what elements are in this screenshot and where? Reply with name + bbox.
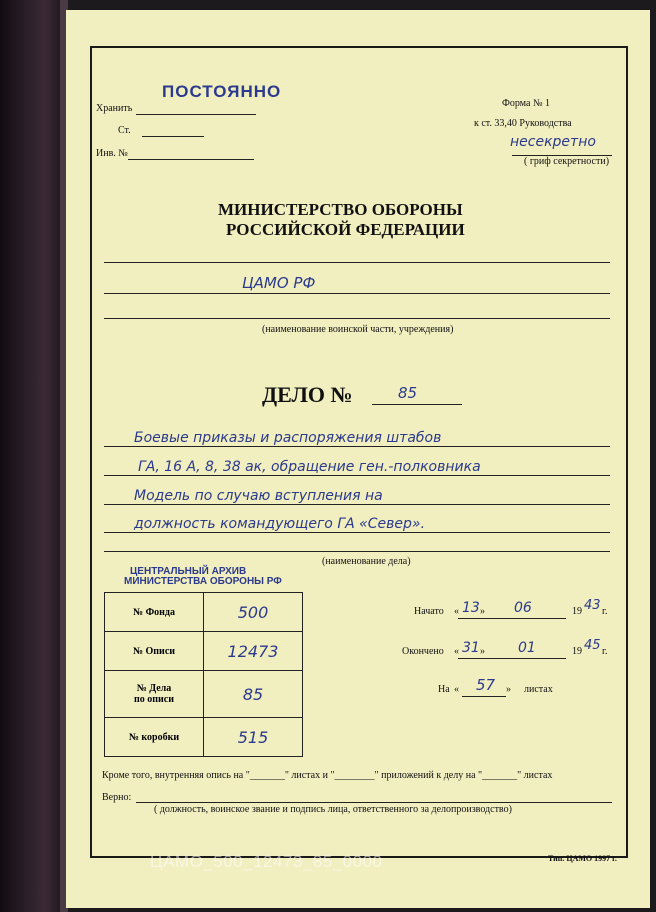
box-value: 515 [204,718,303,757]
sheets-label: На [438,684,450,695]
case-title-line-1: Боевые приказы и распоряжения штабов [134,430,442,446]
st-line [142,136,204,137]
inv-line [128,159,254,160]
start-day: 13 [462,600,480,616]
case-title-caption: (наименование дела) [322,556,411,567]
store-line [136,114,256,115]
inv-label: Инв. № [96,148,128,159]
end-year-prefix: 19 [572,646,582,657]
print-mark: Тип. ЦАМО 1997 г. [548,854,617,863]
end-day: 31 [462,640,480,656]
unit-line-top [104,262,610,263]
case-title-line-4: должность командующего ГА «Север». [134,516,426,532]
fond-value: 500 [204,593,303,632]
start-line [458,618,566,619]
end-year: 45 [584,638,601,653]
form-rule: к ст. 33,40 Руководства [474,118,572,129]
document-cover: ПОСТОЯННО Хранить Ст. Инв. № Форма № 1 к ст. 33,40 Руководства несекретно ( гриф секретности) МИНИСТЕРСТВО ОБОРОНЫ РОССИЙСКОЙ ФЕДЕРАЦИИ ЦАМО РФ (наименование воинской части, учреждения) ДЕЛО № 85 Боевые приказы и распоряжения штабов ГА, 16 А, 8, 38 ак, обращение ген.-полковника Модель по случаю вступления на должность командующего ГА «Север». (наименование дела) ЦЕНТРАЛЬНЫЙ АРХИВ МИНИСТЕРСТВА ОБОРОНЫ РФ № Фонда 500 № Описи 12473 № Дела по описи 85 № коробки 515 Начато « 13 » 06 19 43 г. Окончено « 31 » 01 19 45 г. На « 57 » листах Кроме того, внутренняя опись на "_______" листах и "________" приложений к делу на "_______" листах Верно: ( должность, воинское звание и подпись лица, ответственного за делопроизводство) Тип. ЦАМО 1997 г. ЦАМО_500_12473_85_0000 [66,10,650,908]
sheets-value: 57 [476,676,496,694]
table-row [105,593,303,632]
end-line [458,658,566,659]
archive-info-table [104,592,303,757]
sheets-line [462,696,506,697]
case-title-rule-2 [104,475,610,476]
archive-stamp-line1: ЦЕНТРАЛЬНЫЙ АРХИВ [130,566,247,577]
unit-caption: (наименование воинской части, учреждения) [262,324,454,335]
opis-value: 12473 [204,632,303,671]
ministry-title-line2: РОССИЙСКОЙ ФЕДЕРАЦИИ [226,220,465,239]
case-title-rule-5 [104,551,610,552]
case-title-line-2: ГА, 16 А, 8, 38 ак, обращение ген.-полковника [138,459,481,475]
opis-label: № Описи [105,632,204,671]
start-year-prefix: 19 [572,606,582,617]
unit-line [104,293,610,294]
case-title-rule-1 [104,446,610,447]
delo-value: 85 [204,671,303,718]
fond-label: № Фонда [105,593,204,632]
verified-caption: ( должность, воинское звание и подпись лица, ответственного за делопроизводство) [154,804,512,815]
additional-inventory: Кроме того, внутренняя опись на "_______" листах и "________" приложений к делу на "_______" листах [102,770,553,781]
st-label: Ст. [118,125,131,136]
verified-line [136,802,612,803]
table-row [105,632,303,671]
case-title-rule-4 [104,532,610,533]
year-suffix: г. [602,606,608,617]
table-row [105,671,303,718]
verified-label: Верно: [102,792,132,803]
case-number-line [372,404,462,405]
end-label: Окончено [402,646,444,657]
box-label: № коробки [105,718,204,757]
secrecy-value: несекретно [510,134,596,150]
permanent-stamp: ПОСТОЯННО [162,82,282,101]
case-title-rule-3 [104,504,610,505]
delo-label: № Дела по описи [105,671,204,718]
archive-stamp-line2: МИНИСТЕРСТВА ОБОРОНЫ РФ [124,576,282,587]
end-month: 01 [518,640,536,656]
case-number: 85 [398,384,418,402]
unit-line-bottom [104,318,610,319]
book-spine [0,0,64,912]
end-year-suffix: г. [602,646,608,657]
sheets-suffix: листах [524,684,553,695]
table-row [105,718,303,757]
unit-value: ЦАМО РФ [242,274,316,292]
secrecy-caption: ( гриф секретности) [524,156,610,167]
archive-id-watermark: ЦАМО_500_12473_85_0000 [150,852,383,871]
form-number: Форма № 1 [502,98,550,109]
ministry-title-line1: МИНИСТЕРСТВО ОБОРОНЫ [218,200,463,219]
store-label: Хранить [96,103,133,114]
start-label: Начато [414,606,444,617]
case-label: ДЕЛО № [262,382,353,407]
start-year: 43 [584,598,601,613]
start-month: 06 [514,600,532,616]
case-title-line-3: Модель по случаю вступления на [134,488,383,504]
